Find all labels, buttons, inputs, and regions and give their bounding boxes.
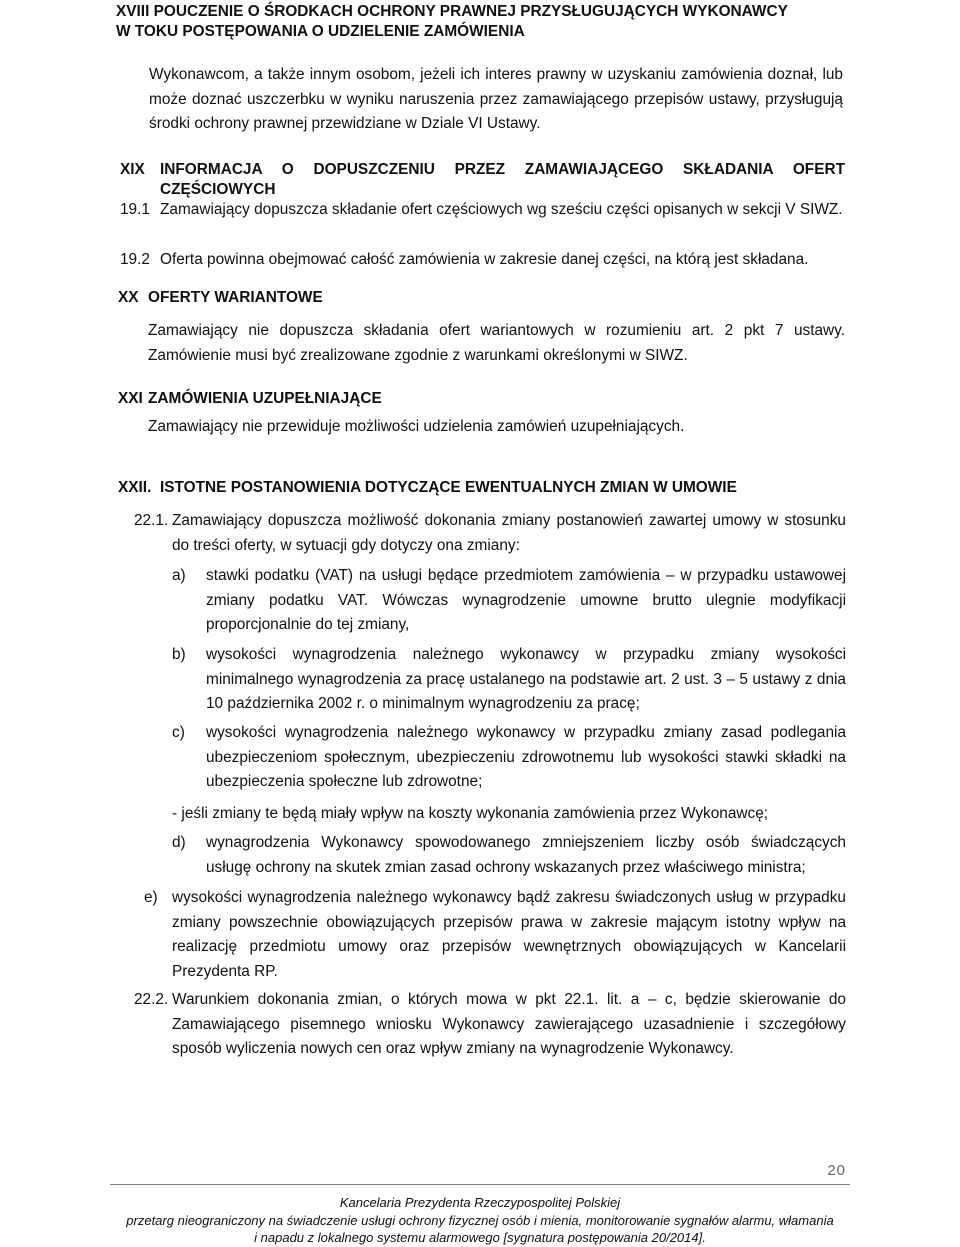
section-18-heading: XVIII POUCZENIE O ŚRODKACH OCHRONY PRAWNEJ PRZYSŁUGUJĄCYCH WYKONAWCY W TOKU POSTĘPOWANIA O UDZIELENIE ZAMÓWIENIA bbox=[116, 3, 788, 40]
item-label: c) bbox=[172, 724, 185, 741]
paragraph-text: Warunkiem dokonania zmian, o których mowa w pkt 22.1. lit. a – c, będzie skierowanie do Zamawiającego pisemnego wniosku Wykonawcy zawierającego uzasadnienie i szczegółowy sposób wyliczenia nowych cen oraz wpływ zmiany na wynagrodzenie Wykonawcy. bbox=[172, 991, 846, 1057]
section-21-body: Zamawiający nie przewiduje możliwości udzielenia zamówień uzupełniających. bbox=[148, 418, 685, 435]
item-text: wysokości wynagrodzenia należnego wykonawcy bądź zakresu świadczonych usług w przypadku zmiany powszechnie obowiązujących przepisów prawa w zakresie mającym istotny wpływ na realizację przedmiotu umowy oraz przepisów wewnętrznych obowiązujących w Kancelarii Prezydenta RP. bbox=[172, 889, 846, 980]
item-text: stawki podatku (VAT) na usługi będące przedmiotem zamówienia – w przypadku ustawowej zmiany podatku VAT. Wówczas wynagrodzenie umowne brutto ulegnie modyfikacji proporcjonalnie do tej zmiany, bbox=[206, 567, 846, 633]
paragraph-number: 22.2. bbox=[134, 991, 169, 1008]
item-text: Oferta powinna obejmować całość zamówienia w zakresie danej części, na którą jest składana. bbox=[160, 251, 809, 268]
item-label: d) bbox=[172, 834, 186, 851]
item-label: e) bbox=[144, 889, 158, 906]
dash-note: - jeśli zmiany te będą miały wpływ na koszty wykonania zamówienia przez Wykonawcę; bbox=[172, 805, 769, 822]
section-20-number: XX bbox=[118, 289, 139, 306]
footer-line-1: Kancelaria Prezydenta Rzeczypospolitej Polskiej bbox=[339, 1195, 621, 1210]
section-21-number: XXI bbox=[118, 390, 143, 407]
footer bbox=[90, 1194, 870, 1247]
paragraph-number: 22.1. bbox=[134, 512, 169, 529]
section-18-body: Wykonawcom, a także innym osobom, jeżeli ich interes prawny w uzyskaniu zamówienia doznał, lub może doznać uszczerbku w wyniku naruszenia przez zamawiającego przepisów ustawy, przysługują środki ochrony prawnej przewidziane w Dziale VI Ustawy. bbox=[149, 66, 843, 132]
item-text: wysokości wynagrodzenia należnego wykonawcy w przypadku zmiany wysokości minimalnego wynagrodzenia za pracę ustalanego na podstawie art. 2 ust. 3 – 5 ustawy z dnia 10 października 2002 r. o minimalnym wynagrodzeniu za pracę; bbox=[206, 646, 846, 712]
footer-line-2: przetarg nieograniczony na świadczenie usługi ochrony fizycznej osób i mienia, monitorowanie sygnałów alarmu, włamania bbox=[126, 1212, 834, 1228]
item-text: wysokości wynagrodzenia należnego wykonawcy w przypadku zmiany zasad podlegania ubezpieczeniom społecznym, ubezpieczeniu zdrowotnemu lub wysokości stawki składki na ubezpieczenia społeczne lub zdrowotne; bbox=[206, 724, 846, 790]
section-22-title: ISTOTNE POSTANOWIENIA DOTYCZĄCE EWENTUALNYCH ZMIAN W UMOWIE bbox=[160, 479, 737, 496]
item-label: b) bbox=[172, 646, 186, 663]
item-text: wynagrodzenia Wykonawcy spowodowanego zmniejszeniem liczby osób świadczących usługę ochrony na skutek zmian zasad ochrony wskazanych przez właściwego ministra; bbox=[206, 834, 846, 876]
footer-line-3: i napadu z lokalnego systemu alarmowego [sygnatura postępowania 20/2014]. bbox=[254, 1230, 706, 1245]
item-number: 19.1 bbox=[120, 201, 150, 218]
section-19-number: XIX bbox=[120, 161, 145, 178]
page-number: 20 bbox=[827, 1162, 846, 1179]
section-21-title: ZAMÓWIENIA UZUPEŁNIAJĄCE bbox=[148, 390, 382, 407]
item-text: Zamawiający dopuszcza składanie ofert częściowych wg sześciu części opisanych w sekcji V SIWZ. bbox=[160, 201, 843, 218]
footer-divider bbox=[110, 1184, 850, 1185]
section-20-body: Zamawiający nie dopuszcza składania ofert wariantowych w rozumieniu art. 2 pkt 7 ustawy. Zamówienie musi być zrealizowane zgodnie z warunkami określonymi w SIWZ. bbox=[148, 322, 845, 364]
item-number: 19.2 bbox=[120, 251, 150, 268]
section-20-title: OFERTY WARIANTOWE bbox=[148, 289, 323, 306]
item-label: a) bbox=[172, 567, 186, 584]
section-22-number: XXII. bbox=[118, 479, 152, 496]
section-19-title: INFORMACJA O DOPUSZCZENIU PRZEZ ZAMAWIAJĄCEGO SKŁADANIA OFERT CZĘŚCIOWYCH bbox=[160, 161, 845, 198]
paragraph-text: Zamawiający dopuszcza możliwość dokonania zmiany postanowień zawartej umowy w stosunku do treści oferty, w sytuacji gdy dotyczy ona zmiany: bbox=[172, 512, 846, 554]
